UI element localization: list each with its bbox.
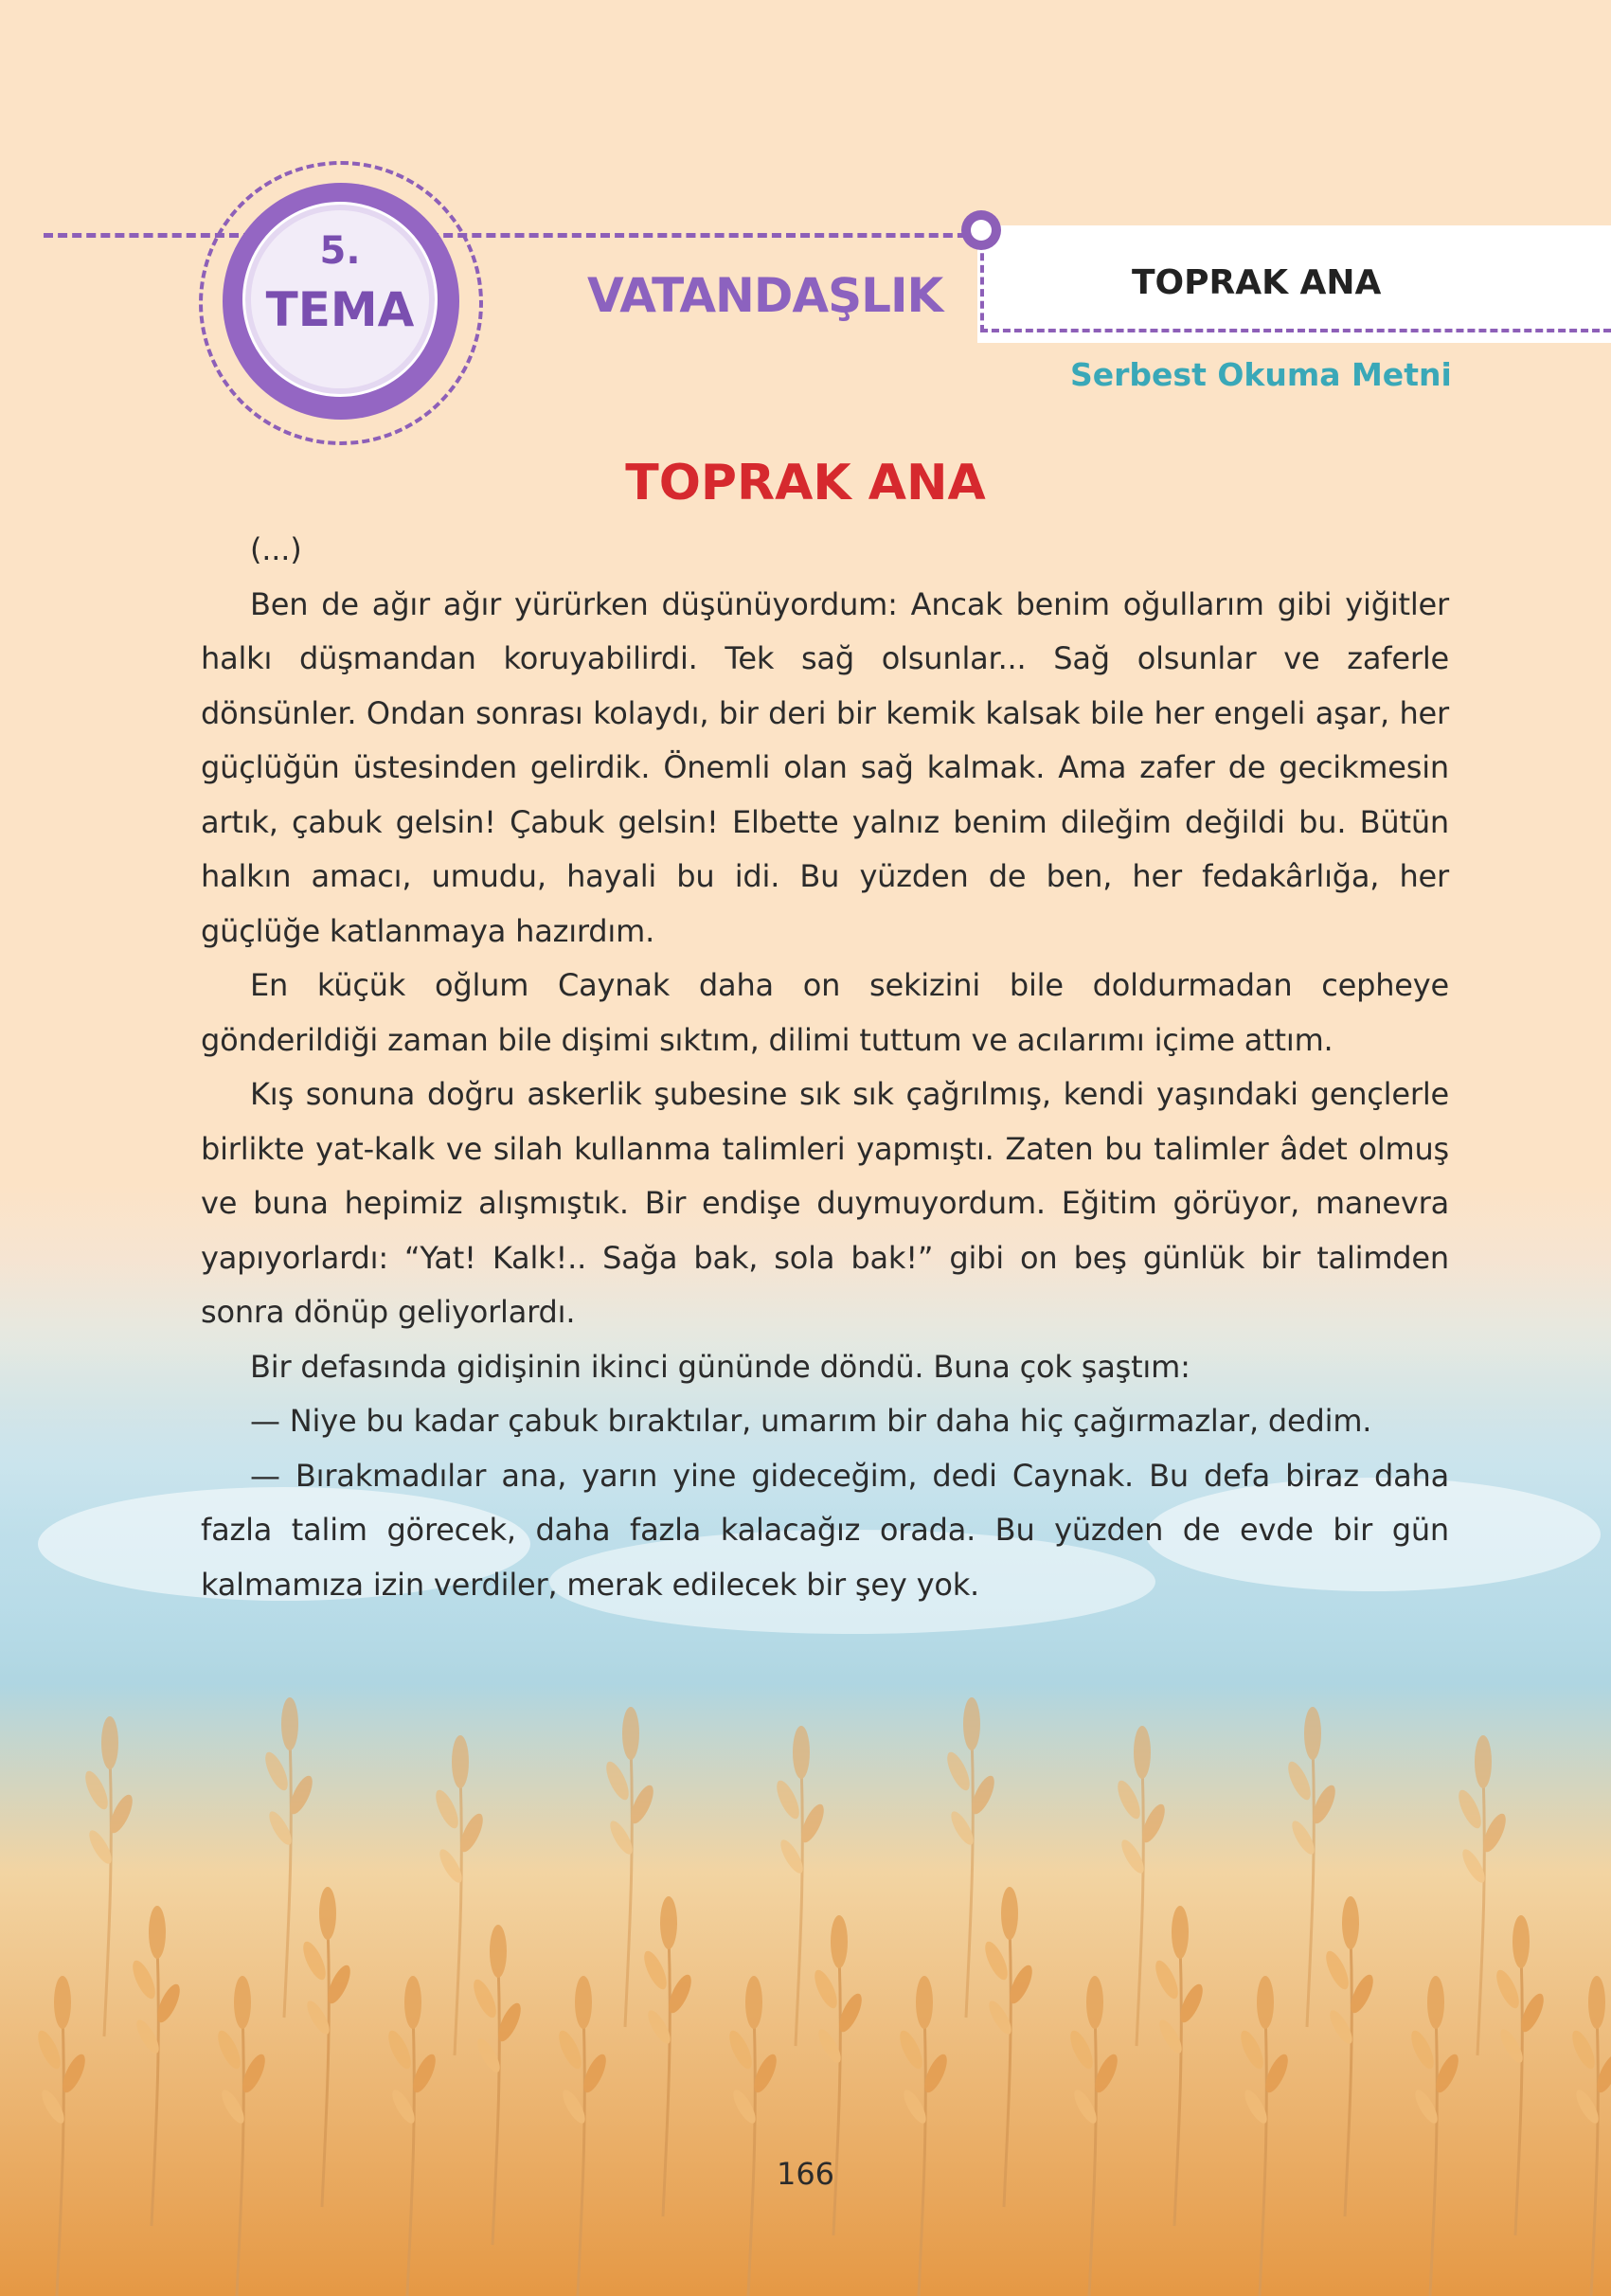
ring-dot-icon (961, 210, 1001, 250)
paragraph: En küçük oğlum Caynak daha on sekizini bile doldurmadan cepheye gönderildiği zaman bile dişimi sıktım, dilimi tuttum ve acılarımı içime attım. (201, 967, 1449, 1058)
paragraph: Ben de ağır ağır yürürken düşünüyordum: Ancak benim oğullarım gibi yiğitler halkı düşmandan koruyabilirdi. Tek sağ olsunlar... Sağ olsunlar ve zaferle dönsünler. Ondan sonrası kolaydı, bir deri bir kemik kalsak bile her engeli aşar, her güçlüğün üstesinden gelirdik. Önemli olan sağ kalmak. Ama zafer de gecikmesin artık, çabuk gelsin! Çabuk gelsin! Elbette yalnız benim dileğim değildi bu. Bütün halkın amacı, umudu, hayali bu idi. Bu yüzden de ben, her fedakârlığa, her güçlüğe katlanmaya hazırdım. (201, 585, 1449, 949)
paragraph: (...) (250, 531, 302, 567)
page-title: TOPRAK ANA (625, 455, 986, 511)
paragraph: Bir defasında gidişinin ikinci gününde döndü. Buna çok şaştım: (250, 1348, 1190, 1385)
theme-number: 5. (319, 229, 361, 273)
page-number: 166 (776, 2156, 835, 2192)
paragraph: Kış sonuna doğru askerlik şubesine sık sık çağrılmış, kendi yaşındaki gençlerle birlikte yat-kalk ve silah kullanma talimleri yapmıştı. Zaten bu talimler âdet olmuş ve buna hepimiz alışmıştık. Bir endişe duymuyordum. Eğitim görüyor, manevra yapıyorlardı: “Yat! Kalk!.. Sağa bak, sola bak!” gibi on beş günlük bir talimden sonra dönüp geliyorlardı. (201, 1076, 1449, 1330)
theme-word: TEMA (265, 282, 415, 337)
subtitle: Serbest Okuma Metni (1070, 356, 1452, 393)
header-dashed-line-left (44, 233, 981, 238)
theme-name: VATANDAŞLIK (587, 268, 943, 323)
story-text (201, 523, 1449, 1612)
paragraph: — Bırakmadılar ana, yarın yine gideceğim, dedi Caynak. Bu defa biraz daha fazla talim görecek, daha fazla kalacağız orada. Bu yüzden de evde bir gün kalmamıza izin verdiler, merak edilecek bir şey yok. (201, 1457, 1449, 1603)
paragraph: — Niye bu kadar çabuk bıraktılar, umarım bir daha hiç çağırmazlar, dedim. (250, 1403, 1372, 1439)
box-title: TOPRAK ANA (1132, 263, 1382, 302)
